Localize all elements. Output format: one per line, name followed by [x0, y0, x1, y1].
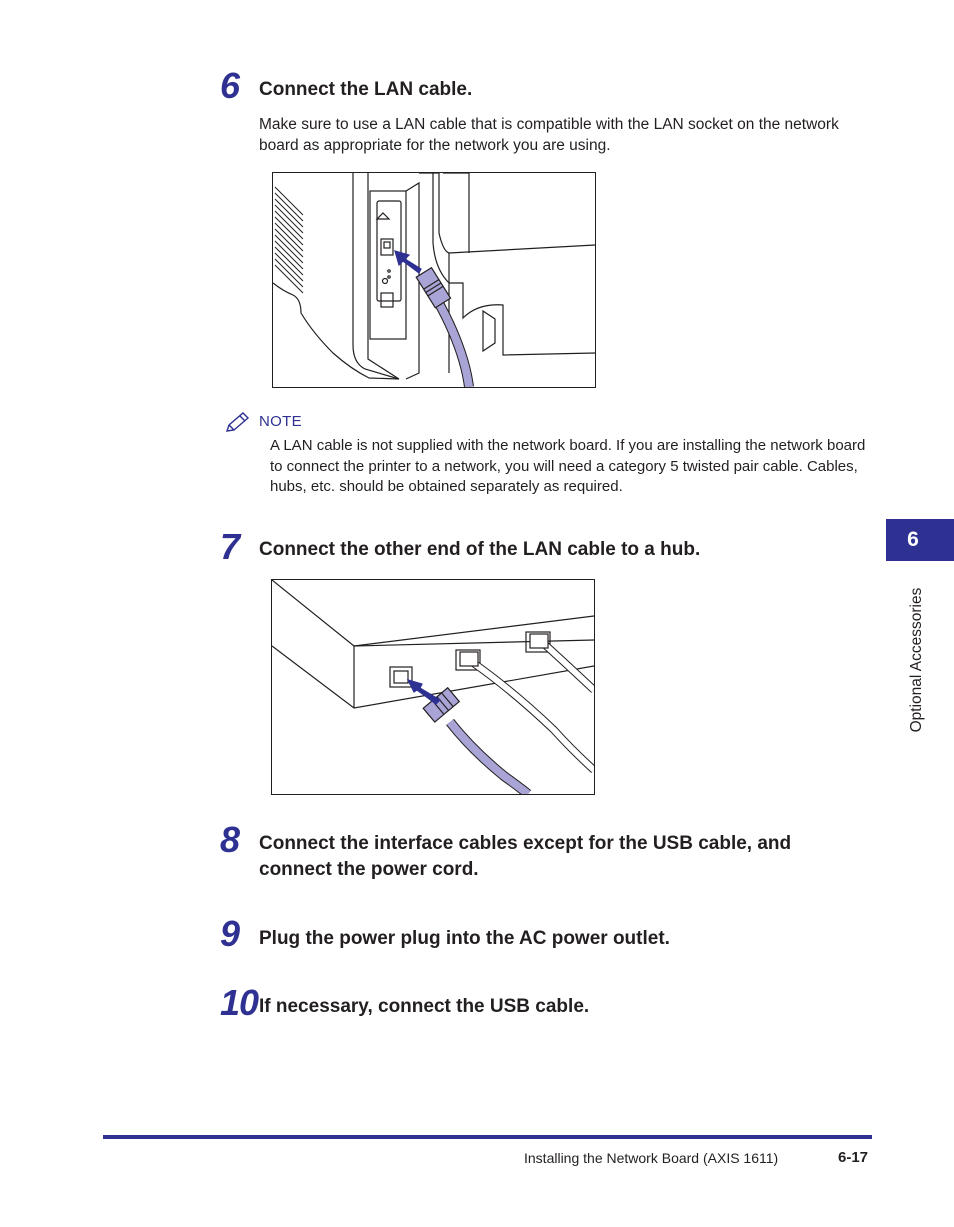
footer-rule [103, 1135, 872, 1139]
step-8-title-line2: connect the power cord. [259, 859, 479, 880]
note-label: NOTE [259, 413, 302, 430]
step-7-number: 7 [220, 526, 240, 567]
step-9-number: 9 [220, 913, 240, 954]
printer-lan-illustration [272, 172, 596, 388]
step-6-number: 6 [220, 65, 240, 106]
hub-connection-illustration [271, 579, 595, 795]
step-7-title: Connect the other end of the LAN cable to a hub. [259, 539, 701, 560]
step-9-title: Plug the power plug into the AC power outlet. [259, 928, 670, 949]
insert-arrow-icon [395, 251, 421, 273]
step-6-title: Connect the LAN cable. [259, 79, 473, 100]
step-10-title: If necessary, connect the USB cable. [259, 996, 590, 1017]
step-10-number: 10 [220, 982, 259, 1023]
chapter-tab: 6 [886, 519, 954, 561]
chapter-name: Optional Accessories [908, 587, 925, 733]
pencil-icon [224, 411, 252, 435]
note-text: A LAN cable is not supplied with the network board. If you are installing the network board to connect the printer to a network, you will need a category 5 twisted pair cable. Cables, hubs, etc. should be obtained separately as required. [270, 437, 866, 495]
step-8-number: 8 [220, 819, 240, 860]
step-8-title-line1: Connect the interface cables except for the USB cable, and [259, 833, 792, 854]
footer-section-title: Installing the Network Board (AXIS 1611) [524, 1150, 779, 1166]
step-6-description: Make sure to use a LAN cable that is compatible with the LAN socket on the network board as appropriate for the network you are using. [259, 116, 839, 154]
footer-page-number: 6-17 [838, 1149, 869, 1166]
